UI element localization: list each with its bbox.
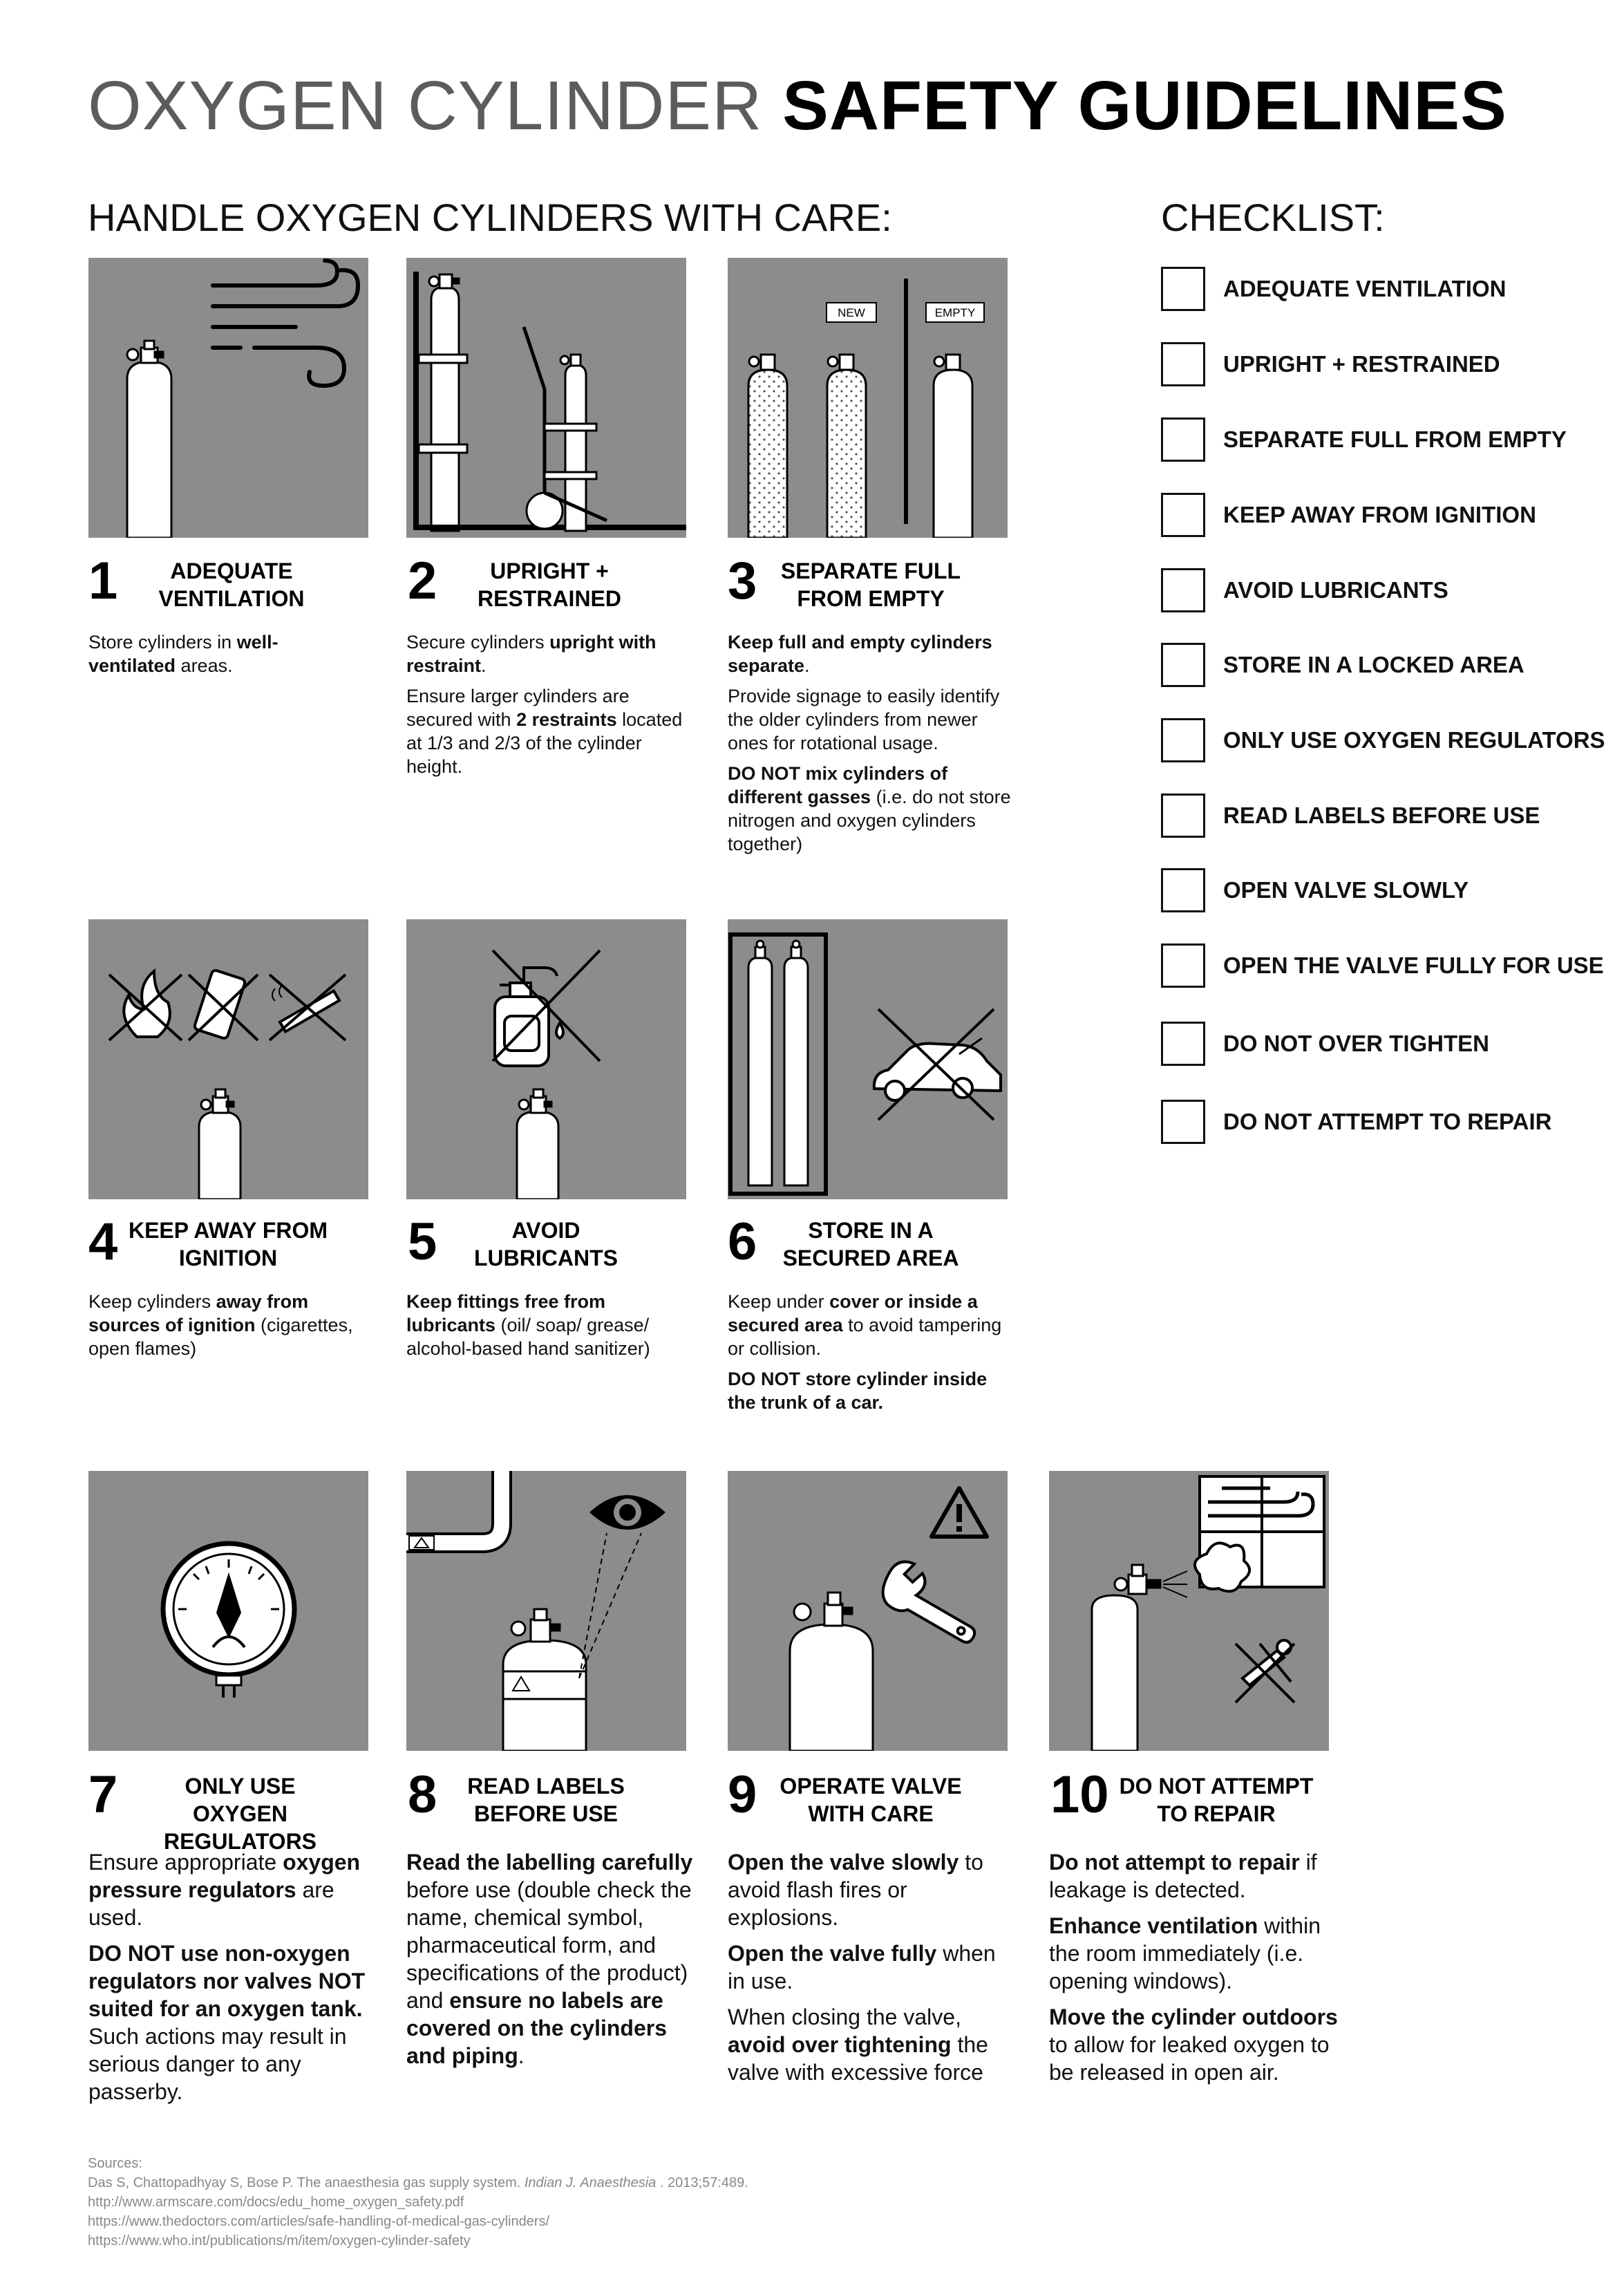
bold-text: oxygen pressure regulators xyxy=(88,1850,361,1902)
heading-line: BEFORE USE xyxy=(473,1801,619,1826)
ventilation-illustration xyxy=(88,258,368,538)
ignition-illustration xyxy=(88,919,368,1199)
guideline-heading xyxy=(1116,1772,1316,1828)
checkbox[interactable] xyxy=(1161,1100,1205,1144)
checkbox[interactable] xyxy=(1161,794,1205,838)
text-run: the valve with excessive force xyxy=(728,2032,988,2085)
text-run: (cigarettes, open flames) xyxy=(88,1315,353,1359)
bold-text: Keep fittings free from lubricants xyxy=(406,1291,606,1335)
panel-repair xyxy=(1049,1471,1329,1751)
labels-illustration xyxy=(406,1471,686,1751)
tools-icon xyxy=(1236,1640,1294,1702)
text-run: . xyxy=(518,2043,525,2068)
paragraph xyxy=(728,1290,1018,1360)
paragraph xyxy=(88,1940,379,2105)
text-run: to avoid tampering or collision. xyxy=(728,1315,1002,1359)
checkbox[interactable] xyxy=(1161,718,1205,762)
cylinder-icon xyxy=(748,941,808,1185)
panel-lubricants xyxy=(406,919,686,1199)
checkbox[interactable] xyxy=(1161,1022,1205,1066)
text-run: Keep under xyxy=(728,1291,830,1312)
citation xyxy=(88,2173,748,2193)
cylinder-icon xyxy=(127,341,171,538)
repair-illustration xyxy=(1049,1471,1329,1751)
checklist-label: ADEQUATE VENTILATION xyxy=(1223,276,1507,301)
bold-text: Keep full and empty cylinders separate xyxy=(728,632,992,676)
guideline-number: 7 xyxy=(88,1765,118,1824)
checklist-label: STORE IN A LOCKED AREA xyxy=(1223,652,1524,677)
text-run: . xyxy=(804,655,810,676)
paragraph xyxy=(728,762,1018,856)
bold-text: upright with restraint xyxy=(406,632,657,676)
heading-line: STORE IN A xyxy=(808,1218,934,1243)
text-run: (oil/ soap/ grease/ alcohol-based hand sanitizer) xyxy=(406,1315,650,1359)
source-link[interactable]: https://www.who.int/publications/m/item/oxygen-cylinder-safety xyxy=(88,2233,471,2249)
cylinder-icon xyxy=(517,1089,558,1199)
heading-line: ONLY USE OXYGEN xyxy=(185,1774,296,1826)
paragraph xyxy=(88,1290,372,1360)
paragraph xyxy=(406,630,690,677)
pipe-icon xyxy=(406,1471,502,1543)
checklist-item[interactable] xyxy=(1161,643,1617,691)
heading-line: ADEQUATE xyxy=(170,558,293,583)
checklist-label: KEEP AWAY FROM IGNITION xyxy=(1223,502,1536,527)
text-run: when in use. xyxy=(728,1941,996,1993)
checklist-label: OPEN VALVE SLOWLY xyxy=(1223,877,1469,903)
trolley-icon xyxy=(524,327,607,531)
guideline-heading xyxy=(767,1772,974,1828)
valve-illustration xyxy=(728,1471,1008,1751)
upright-illustration xyxy=(406,258,686,538)
checklist-item[interactable] xyxy=(1161,267,1617,315)
panel-secured xyxy=(728,919,1008,1199)
heading-line: TO REPAIR xyxy=(1157,1801,1276,1826)
cylinder-icon xyxy=(790,1593,873,1751)
heading-line: VENTILATION xyxy=(158,586,305,611)
cylinder-icon xyxy=(431,287,459,531)
guideline-number: 1 xyxy=(88,552,118,610)
guideline-text xyxy=(1049,1848,1339,2094)
text-run: if leakage is detected. xyxy=(1049,1850,1317,1902)
restraint-strap xyxy=(419,355,467,363)
heading-line: DO NOT ATTEMPT xyxy=(1119,1774,1314,1799)
checklist-label: DO NOT OVER TIGHTEN xyxy=(1223,1031,1490,1056)
bold-text: Do not attempt to repair xyxy=(1049,1850,1300,1875)
paragraph xyxy=(88,630,365,677)
guideline-heading xyxy=(453,1772,639,1828)
text-run: are used. xyxy=(88,1877,334,1930)
bold-text: DO NOT mix cylinders of different gasses xyxy=(728,763,948,807)
checklist-item[interactable] xyxy=(1161,718,1617,767)
checkbox[interactable] xyxy=(1161,417,1205,462)
checklist-item[interactable] xyxy=(1161,868,1617,917)
guideline-text xyxy=(88,1290,372,1367)
text-run: Store cylinders in xyxy=(88,632,237,653)
bold-text: away from sources of ignition xyxy=(88,1291,309,1335)
bold-text: Read the labelling carefully xyxy=(406,1850,693,1875)
warning-icon xyxy=(932,1488,987,1537)
wrench-icon xyxy=(875,1555,990,1650)
checklist-item[interactable] xyxy=(1161,944,1617,992)
checklist-title: CHECKLIST: xyxy=(1161,196,1385,239)
panel-upright xyxy=(406,258,686,538)
paragraph xyxy=(1049,1848,1339,1904)
guideline-text xyxy=(88,1848,379,2114)
heading-line: REGULATORS xyxy=(163,1829,317,1854)
text-run: to avoid flash fires or explosions. xyxy=(728,1850,983,1930)
paragraph xyxy=(728,1367,1018,1414)
checklist-item[interactable] xyxy=(1161,342,1617,391)
text-run: Provide signage to easily identify the older cylinders from newer ones for rotational usage. xyxy=(728,686,1000,753)
checkbox[interactable] xyxy=(1161,342,1205,386)
label-empty-text: EMPTY xyxy=(934,306,976,319)
bold-text: avoid over tightening xyxy=(728,2032,952,2057)
paragraph xyxy=(406,1848,697,2069)
heading-line: FROM EMPTY xyxy=(797,586,945,611)
text-run: When closing the valve, xyxy=(728,2005,961,2029)
heading-line: WITH CARE xyxy=(808,1801,934,1826)
paragraph xyxy=(1049,2003,1339,2086)
panel-ignition xyxy=(88,919,368,1199)
checkbox[interactable] xyxy=(1161,568,1205,612)
guideline-number: 3 xyxy=(728,552,757,610)
text-run: Such actions may result in serious danger to any passerby. xyxy=(88,2024,347,2104)
section-subtitle: HANDLE OXYGEN CYLINDERS WITH CARE: xyxy=(88,196,892,239)
paragraph xyxy=(406,684,690,778)
guideline-heading xyxy=(767,1217,974,1272)
heading-line: OPERATE VALVE xyxy=(780,1774,962,1799)
paragraph xyxy=(728,630,1018,677)
checklist-item[interactable] xyxy=(1161,1100,1617,1148)
paragraph xyxy=(88,1848,379,1931)
guideline-text xyxy=(406,1848,697,2078)
guideline-text xyxy=(406,630,690,785)
checklist-item[interactable] xyxy=(1161,493,1617,541)
bold-text: Enhance ventilation xyxy=(1049,1913,1258,1938)
panel-labels xyxy=(406,1471,686,1751)
guideline-number: 8 xyxy=(408,1765,437,1824)
pressure-gauge-icon xyxy=(163,1543,294,1698)
guideline-text xyxy=(728,630,1018,863)
panel-valve xyxy=(728,1471,1008,1751)
secured-illustration xyxy=(728,919,1008,1199)
guideline-heading xyxy=(124,1217,332,1272)
car-icon xyxy=(874,1009,1001,1120)
guideline-number: 9 xyxy=(728,1765,757,1824)
guideline-number: 10 xyxy=(1050,1765,1109,1824)
paragraph xyxy=(728,2003,1018,2086)
citation-rest: . 2013;57:489. xyxy=(656,2175,748,2190)
heading-line: SECURED AREA xyxy=(782,1246,959,1270)
cylinder-icon xyxy=(199,1089,240,1199)
regulator-illustration xyxy=(88,1471,368,1751)
bold-text: Open the valve fully xyxy=(728,1941,937,1966)
guideline-heading xyxy=(135,1772,346,1855)
title-bold: SAFETY GUIDELINES xyxy=(782,67,1507,144)
text-run: Keep cylinders xyxy=(88,1291,216,1312)
guideline-heading xyxy=(453,1217,639,1272)
heading-line: KEEP AWAY FROM xyxy=(128,1218,328,1243)
paragraph xyxy=(406,1290,690,1360)
checklist-label: OPEN THE VALVE FULLY FOR USE xyxy=(1223,952,1604,978)
text-run: within the room immediately (i.e. opening windows). xyxy=(1049,1913,1321,1993)
checkbox[interactable] xyxy=(1161,267,1205,311)
guideline-text xyxy=(406,1290,690,1367)
text-run: areas. xyxy=(176,655,233,676)
citation-journal: Indian J. Anaesthesia xyxy=(524,2175,657,2190)
checkbox[interactable] xyxy=(1161,868,1205,912)
checklist-item[interactable] xyxy=(1161,1022,1617,1070)
bold-text: ensure no labels are covered on the cylinders and piping xyxy=(406,1988,668,2068)
guideline-heading xyxy=(138,557,325,612)
checkbox[interactable] xyxy=(1161,643,1205,687)
panel-separate xyxy=(728,258,1008,538)
text-run: located at 1/3 and 2/3 of the cylinder height. xyxy=(406,709,683,777)
guideline-number: 5 xyxy=(408,1212,437,1271)
text-run: Ensure larger cylinders are secured with xyxy=(406,686,630,730)
heading-line: READ LABELS xyxy=(467,1774,625,1799)
title-light: OXYGEN CYLINDER xyxy=(88,67,763,144)
checklist-label: DO NOT ATTEMPT TO REPAIR xyxy=(1223,1109,1552,1134)
source-link[interactable]: https://www.thedoctors.com/articles/safe-handling-of-medical-gas-cylinders/ xyxy=(88,2214,550,2229)
checklist-label: AVOID LUBRICANTS xyxy=(1223,577,1448,603)
bold-text: 2 restraints xyxy=(516,709,617,730)
restraint-strap xyxy=(419,444,467,453)
heading-line: AVOID xyxy=(511,1218,580,1243)
eye-icon xyxy=(589,1495,665,1530)
paragraph xyxy=(728,684,1018,755)
paragraph xyxy=(728,1848,1018,1931)
heading-line: RESTRAINED xyxy=(477,586,621,611)
panel-regulators xyxy=(88,1471,368,1751)
heading-line: LUBRICANTS xyxy=(474,1246,618,1270)
label-new-text: NEW xyxy=(838,306,865,319)
checklist-label: UPRIGHT + RESTRAINED xyxy=(1223,351,1500,377)
separate-illustration xyxy=(728,258,1008,538)
bold-text: Move the cylinder outdoors xyxy=(1049,2005,1338,2029)
checklist-label: READ LABELS BEFORE USE xyxy=(1223,802,1540,828)
lubricants-illustration xyxy=(406,919,686,1199)
checklist-item[interactable] xyxy=(1161,417,1617,466)
text-run: . xyxy=(481,655,487,676)
heading-line: SEPARATE FULL xyxy=(780,558,961,583)
bold-text: Open the valve slowly xyxy=(728,1850,959,1875)
source-link[interactable]: http://www.armscare.com/docs/edu_home_oxygen_safety.pdf xyxy=(88,2195,464,2210)
page-title xyxy=(88,61,1507,151)
checklist-item[interactable] xyxy=(1161,568,1617,617)
text-run: (i.e. do not store nitrogen and oxygen cylinders together) xyxy=(728,787,1011,854)
guideline-text xyxy=(728,1848,1018,2094)
bold-text: DO NOT store cylinder inside the trunk of a car. xyxy=(728,1369,988,1413)
checkbox[interactable] xyxy=(1161,944,1205,988)
heading-line: UPRIGHT + xyxy=(490,558,609,583)
citation-authors: Das S, Chattopadhyay S, Bose P. The anaesthesia gas supply system. xyxy=(88,2175,525,2190)
paragraph xyxy=(728,1940,1018,1995)
drop-icon xyxy=(556,1023,563,1038)
text-run: before use (double check the name, chemical symbol, pharmaceutical form, and specifications of the product) and xyxy=(406,1877,692,2013)
panel-ventilation xyxy=(88,258,368,538)
text-run: Secure cylinders xyxy=(406,632,550,653)
sources-label: Sources: xyxy=(88,2156,142,2171)
bold-text: cover or inside a secured area xyxy=(728,1291,978,1335)
cylinder-icon xyxy=(503,1609,586,1751)
checkbox[interactable] xyxy=(1161,493,1205,537)
checklist-label: ONLY USE OXYGEN REGULATORS xyxy=(1223,727,1605,753)
text-run: to allow for leaked oxygen to be released in open air. xyxy=(1049,2032,1330,2085)
checklist-item[interactable] xyxy=(1161,794,1617,842)
bold-text: well-ventilated xyxy=(88,632,278,676)
guideline-number: 4 xyxy=(88,1212,118,1271)
sources xyxy=(88,2154,748,2251)
guideline-text xyxy=(728,1290,1018,1421)
guideline-text xyxy=(88,630,365,684)
text-run: Ensure appropriate xyxy=(88,1850,283,1875)
flame-icon xyxy=(124,971,170,1037)
guideline-number: 6 xyxy=(728,1212,757,1271)
heading-line: IGNITION xyxy=(178,1246,278,1270)
guideline-number: 2 xyxy=(408,552,437,610)
cylinder-icon xyxy=(1092,1565,1160,1751)
checklist-label: SEPARATE FULL FROM EMPTY xyxy=(1223,426,1567,452)
wind-icon xyxy=(213,261,358,386)
guideline-heading xyxy=(456,557,643,612)
bold-text: DO NOT use non-oxygen regulators nor valves NOT suited for an oxygen tank. xyxy=(88,1941,366,2021)
paragraph xyxy=(1049,1912,1339,1995)
cabinet-icon xyxy=(730,935,826,1194)
guideline-heading xyxy=(767,557,974,612)
